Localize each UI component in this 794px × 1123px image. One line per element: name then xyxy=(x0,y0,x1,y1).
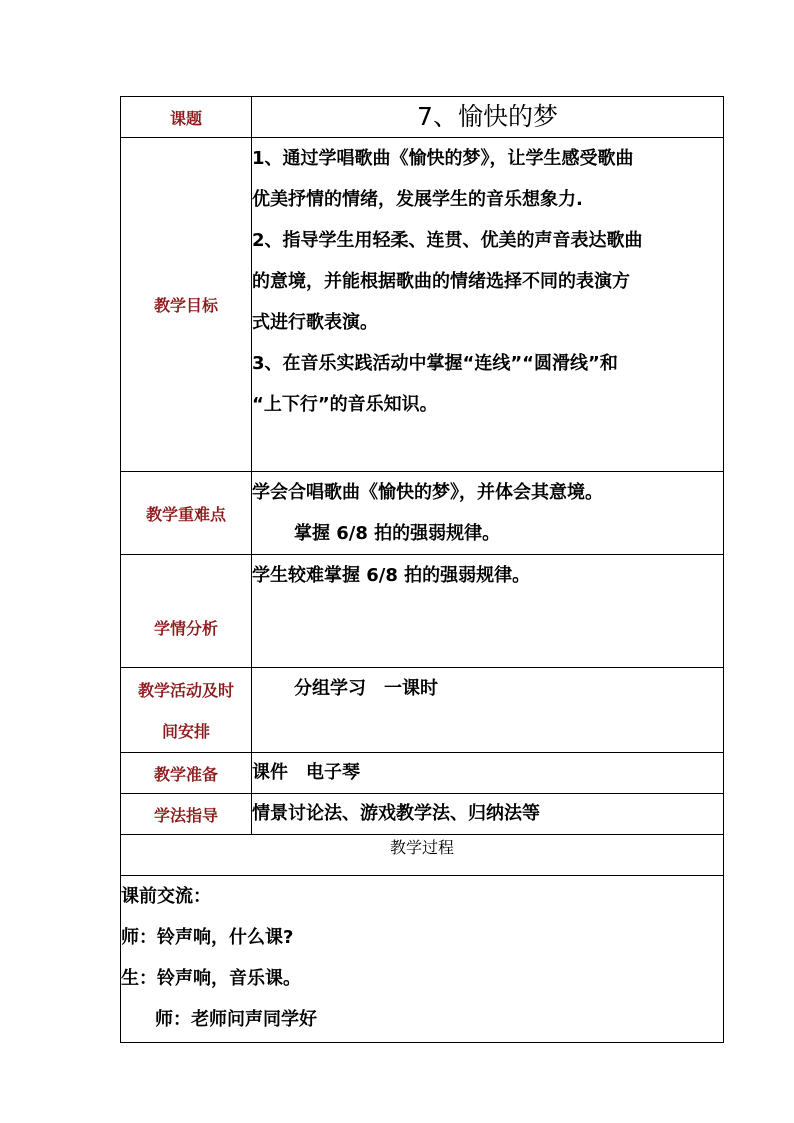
goal-line: 的意境，并能根据歌曲的情绪选择不同的表演方 xyxy=(252,271,630,292)
goal-line: 2、指导学生用轻柔、连贯、优美的声音表达歌曲 xyxy=(252,230,643,251)
row-process-header xyxy=(121,835,724,876)
row-difficulty xyxy=(121,472,724,555)
body-line: 生：铃声响，音乐课。 xyxy=(121,968,301,989)
difficulty-line: 掌握 6/8 拍的强弱规律。 xyxy=(294,523,501,544)
lesson-title: 7、愉快的梦 xyxy=(252,97,724,138)
goal-line: 优美抒情的情绪，发展学生的音乐想象力. xyxy=(252,189,583,210)
activity-label-line: 教学活动及时 xyxy=(137,681,234,700)
row-activity xyxy=(121,668,724,753)
activity-text: 分组学习 一课时 xyxy=(294,678,438,699)
prep-content: 课件 电子琴 xyxy=(252,753,724,794)
row-process-body xyxy=(121,876,724,1043)
title-label: 课题 xyxy=(121,97,252,138)
body-line: 课前交流： xyxy=(121,886,211,907)
process-body xyxy=(121,876,724,1043)
analysis-content: 学生较难掌握 6/8 拍的强弱规律。 xyxy=(252,555,724,668)
difficulty-line: 学会合唱歌曲《愉快的梦》，并体会其意境。 xyxy=(252,482,603,503)
row-goals xyxy=(121,138,724,472)
difficulty-label: 教学重难点 xyxy=(121,472,252,555)
method-content: 情景讨论法、游戏教学法、归纳法等 xyxy=(252,794,724,835)
lesson-plan-table xyxy=(120,96,724,1043)
body-line: 师：老师问声同学好 xyxy=(155,1009,317,1030)
goal-line: 式进行歌表演。 xyxy=(252,312,378,333)
analysis-label: 学情分析 xyxy=(121,555,252,668)
goal-line: 1、通过学唱歌曲《愉快的梦》，让学生感受歌曲 xyxy=(252,148,634,169)
row-prep xyxy=(121,753,724,794)
activity-label-line: 间安排 xyxy=(161,722,210,741)
body-line: 师：铃声响，什么课? xyxy=(121,927,294,948)
prep-label: 教学准备 xyxy=(121,753,252,794)
row-method xyxy=(121,794,724,835)
goal-line: “上下行”的音乐知识。 xyxy=(252,394,438,415)
goals-content xyxy=(252,138,724,472)
process-label: 教学过程 xyxy=(121,835,724,876)
method-label: 学法指导 xyxy=(121,794,252,835)
row-analysis xyxy=(121,555,724,668)
row-title xyxy=(121,97,724,138)
activity-content xyxy=(252,668,724,753)
activity-label xyxy=(121,668,252,753)
difficulty-content xyxy=(252,472,724,555)
goal-line: 3、在音乐实践活动中掌握“连线”“圆滑线”和 xyxy=(252,353,618,374)
goals-label: 教学目标 xyxy=(121,138,252,472)
